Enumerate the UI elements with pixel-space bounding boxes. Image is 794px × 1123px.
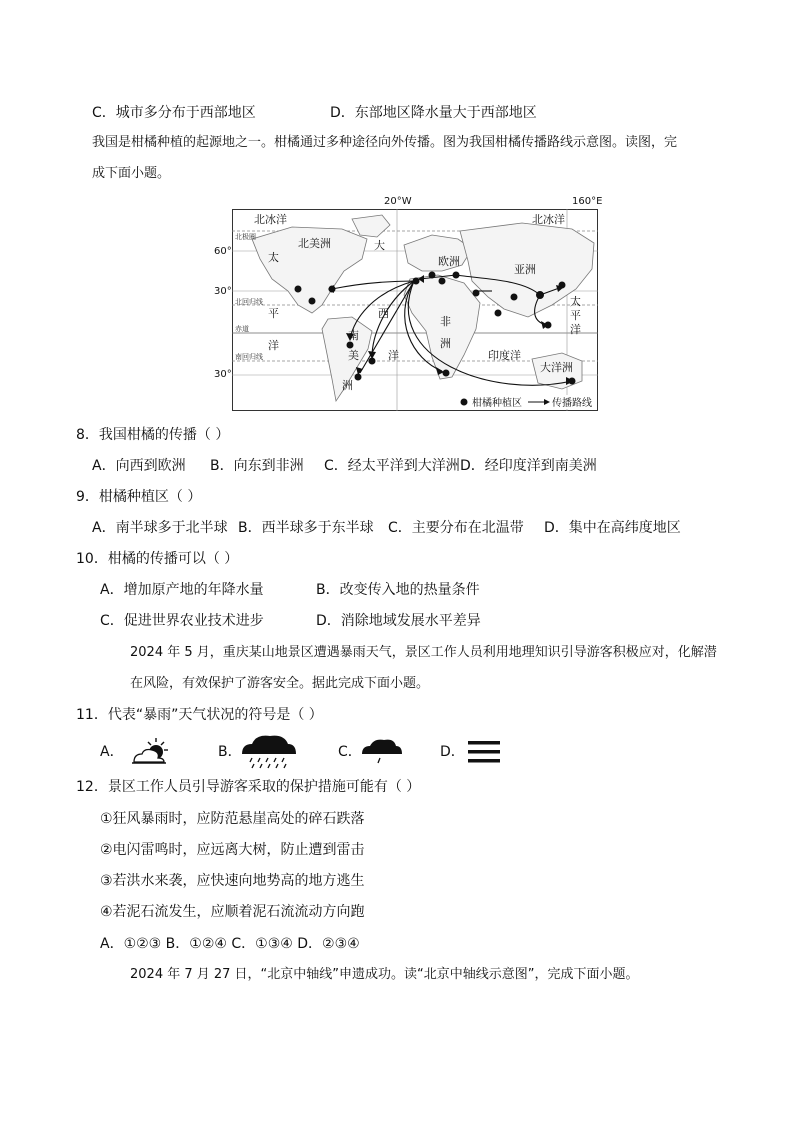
- south-america-label-1: 南: [348, 329, 359, 342]
- citrus-area-marker: [355, 374, 362, 381]
- legend-route-label: 传播路线: [552, 398, 592, 409]
- south-america-label-3: 洲: [342, 379, 353, 392]
- africa-label-2: 洲: [440, 337, 451, 350]
- q11-option-d: D．: [440, 744, 465, 760]
- europe-label: 欧洲: [438, 255, 460, 268]
- arctic-ocean-e-label: 北冰洋: [532, 213, 565, 226]
- citrus-area-marker: [569, 378, 576, 385]
- q11-option-a: A．: [100, 744, 124, 760]
- q8-option-b: B．向东到非洲: [210, 458, 304, 474]
- lon-20w-label: 20°W: [384, 196, 412, 207]
- heavy-rain-cloud-icon: [240, 732, 298, 770]
- citrus-area-marker: [545, 322, 552, 329]
- q9-option-d: D．集中在高纬度地区: [544, 520, 681, 536]
- citrus-area-marker: [309, 298, 316, 305]
- south-america-label-2: 美: [348, 349, 359, 362]
- citrus-area-marker: [511, 294, 518, 301]
- citrus-spread-map: [232, 209, 598, 411]
- oceania-label: 大洋洲: [540, 361, 573, 374]
- fog-lines-icon: [466, 739, 502, 769]
- q9-option-a: A．南半球多于北半球: [92, 520, 228, 536]
- q8-option-c: C．经太平洋到大洋洲: [324, 458, 460, 474]
- citrus-area-marker: [429, 272, 436, 279]
- citrus-area-marker: [473, 290, 480, 297]
- q12-stem: 12．景区工作人员引导游客采取的保护措施可能有（ ）: [76, 779, 421, 795]
- atlantic-label-1: 大: [374, 239, 385, 252]
- q12-statement-1: ①狂风暴雨时，应防范悬崖高处的碎石跌落: [100, 811, 365, 827]
- legend-area-label: 柑橘种植区: [472, 398, 522, 409]
- lon-160e-label: 160°E: [572, 196, 603, 207]
- rain-intro-line1: 2024 年 5 月，重庆某山地景区遭遇暴雨天气，景区工作人员利用地理知识引导游客积极应对，化解潜: [130, 645, 717, 660]
- citrus-area-marker: [347, 342, 354, 349]
- q8-stem: 8．我国柑橘的传播（ ）: [76, 427, 230, 443]
- q10-option-b: B．改变传入地的热量条件: [316, 582, 480, 598]
- rain-intro-line2: 在风险，有效保护了游客安全。据此完成下面小题。: [130, 676, 430, 691]
- atlantic-label-2: 西: [378, 307, 389, 320]
- q11-option-b: B．: [218, 744, 242, 760]
- africa-label-1: 非: [440, 315, 451, 328]
- q11-stem: 11．代表“暴雨”天气状况的符号是（ ）: [76, 707, 323, 723]
- q9-option-c: C．主要分布在北温带: [388, 520, 524, 536]
- q12-options: A．①②③ B．①②④ C．①③④ D．②③④: [100, 936, 360, 952]
- arctic-circle-label: 北极圈: [235, 233, 256, 241]
- pacific-w-label-2: 平: [268, 307, 279, 320]
- sun-behind-cloud-icon: [130, 736, 170, 766]
- atlantic-label-3: 洋: [388, 349, 399, 362]
- pacific-w-label-1: 太: [268, 251, 279, 264]
- q7-option-d: D．东部地区降水量大于西部地区: [330, 105, 537, 121]
- lat-30s-label: 30°: [214, 369, 232, 380]
- citrus-area-marker: [495, 310, 502, 317]
- q9-option-b: B．西半球多于东半球: [238, 520, 374, 536]
- citrus-area-marker: [536, 291, 544, 299]
- citrus-area-marker: [439, 278, 446, 285]
- q8-option-d: D．经印度洋到南美洲: [460, 458, 597, 474]
- lat-60-label: 60°: [214, 246, 232, 257]
- legend-citrus-icon: [461, 399, 468, 406]
- lon-20w-label: [384, 209, 414, 210]
- equator-label: 赤道: [235, 325, 249, 333]
- q12-statement-4: ④若泥石流发生，应顺着泥石流流动方向跑: [100, 904, 365, 920]
- citrus-intro-line2: 成下面小题。: [92, 166, 171, 181]
- indian-ocean-label: 印度洋: [488, 349, 521, 362]
- citrus-area-marker: [369, 358, 376, 365]
- lat-30n-label: 30°: [214, 286, 232, 297]
- q9-stem: 9．柑橘种植区（ ）: [76, 489, 202, 505]
- q7-option-c: C．城市多分布于西部地区: [92, 105, 256, 121]
- citrus-area-marker: [559, 282, 566, 289]
- tropic-capricorn-label: 南回归线: [235, 353, 263, 361]
- citrus-intro-line1: 我国是柑橘种植的起源地之一。柑橘通过多种途径向外传播。图为我国柑橘传播路线示意图。读图，完: [92, 135, 678, 150]
- tropic-cancer-label: 北回归线: [235, 298, 263, 306]
- q10-option-c: C．促进世界农业技术进步: [100, 613, 264, 629]
- pacific-w-label-3: 洋: [268, 339, 279, 352]
- citrus-area-marker: [443, 370, 450, 377]
- north-america-label: 北美洲: [298, 237, 331, 250]
- q10-stem: 10．柑橘的传播可以（ ）: [76, 551, 239, 567]
- citrus-area-marker: [329, 286, 336, 293]
- q10-option-a: A．增加原产地的年降水量: [100, 582, 264, 598]
- asia-label: 亚洲: [514, 263, 536, 276]
- q12-statement-2: ②电闪雷鸣时，应远离大树，防止遭到雷击: [100, 842, 365, 858]
- pacific-e-label-2: 平: [570, 309, 581, 322]
- citrus-area-marker: [453, 272, 460, 279]
- arctic-ocean-w-label: 北冰洋: [254, 213, 287, 226]
- pacific-e-label-1: 太: [570, 295, 581, 308]
- citrus-area-marker: [295, 286, 302, 293]
- q8-option-a: A．向西到欧洲: [92, 458, 186, 474]
- q12-statement-3: ③若洪水来袭，应快速向地势高的地方逃生: [100, 873, 365, 889]
- q10-option-d: D．消除地域发展水平差异: [316, 613, 481, 629]
- light-rain-cloud-icon: [360, 736, 404, 766]
- q11-option-c: C．: [338, 744, 362, 760]
- pacific-e-label-3: 洋: [570, 323, 581, 336]
- citrus-area-marker: [413, 278, 420, 285]
- axis-intro-line1: 2024 年 7 月 27 日，“北京中轴线”申遗成功。读“北京中轴线示意图”，完成下面小题。: [130, 967, 639, 982]
